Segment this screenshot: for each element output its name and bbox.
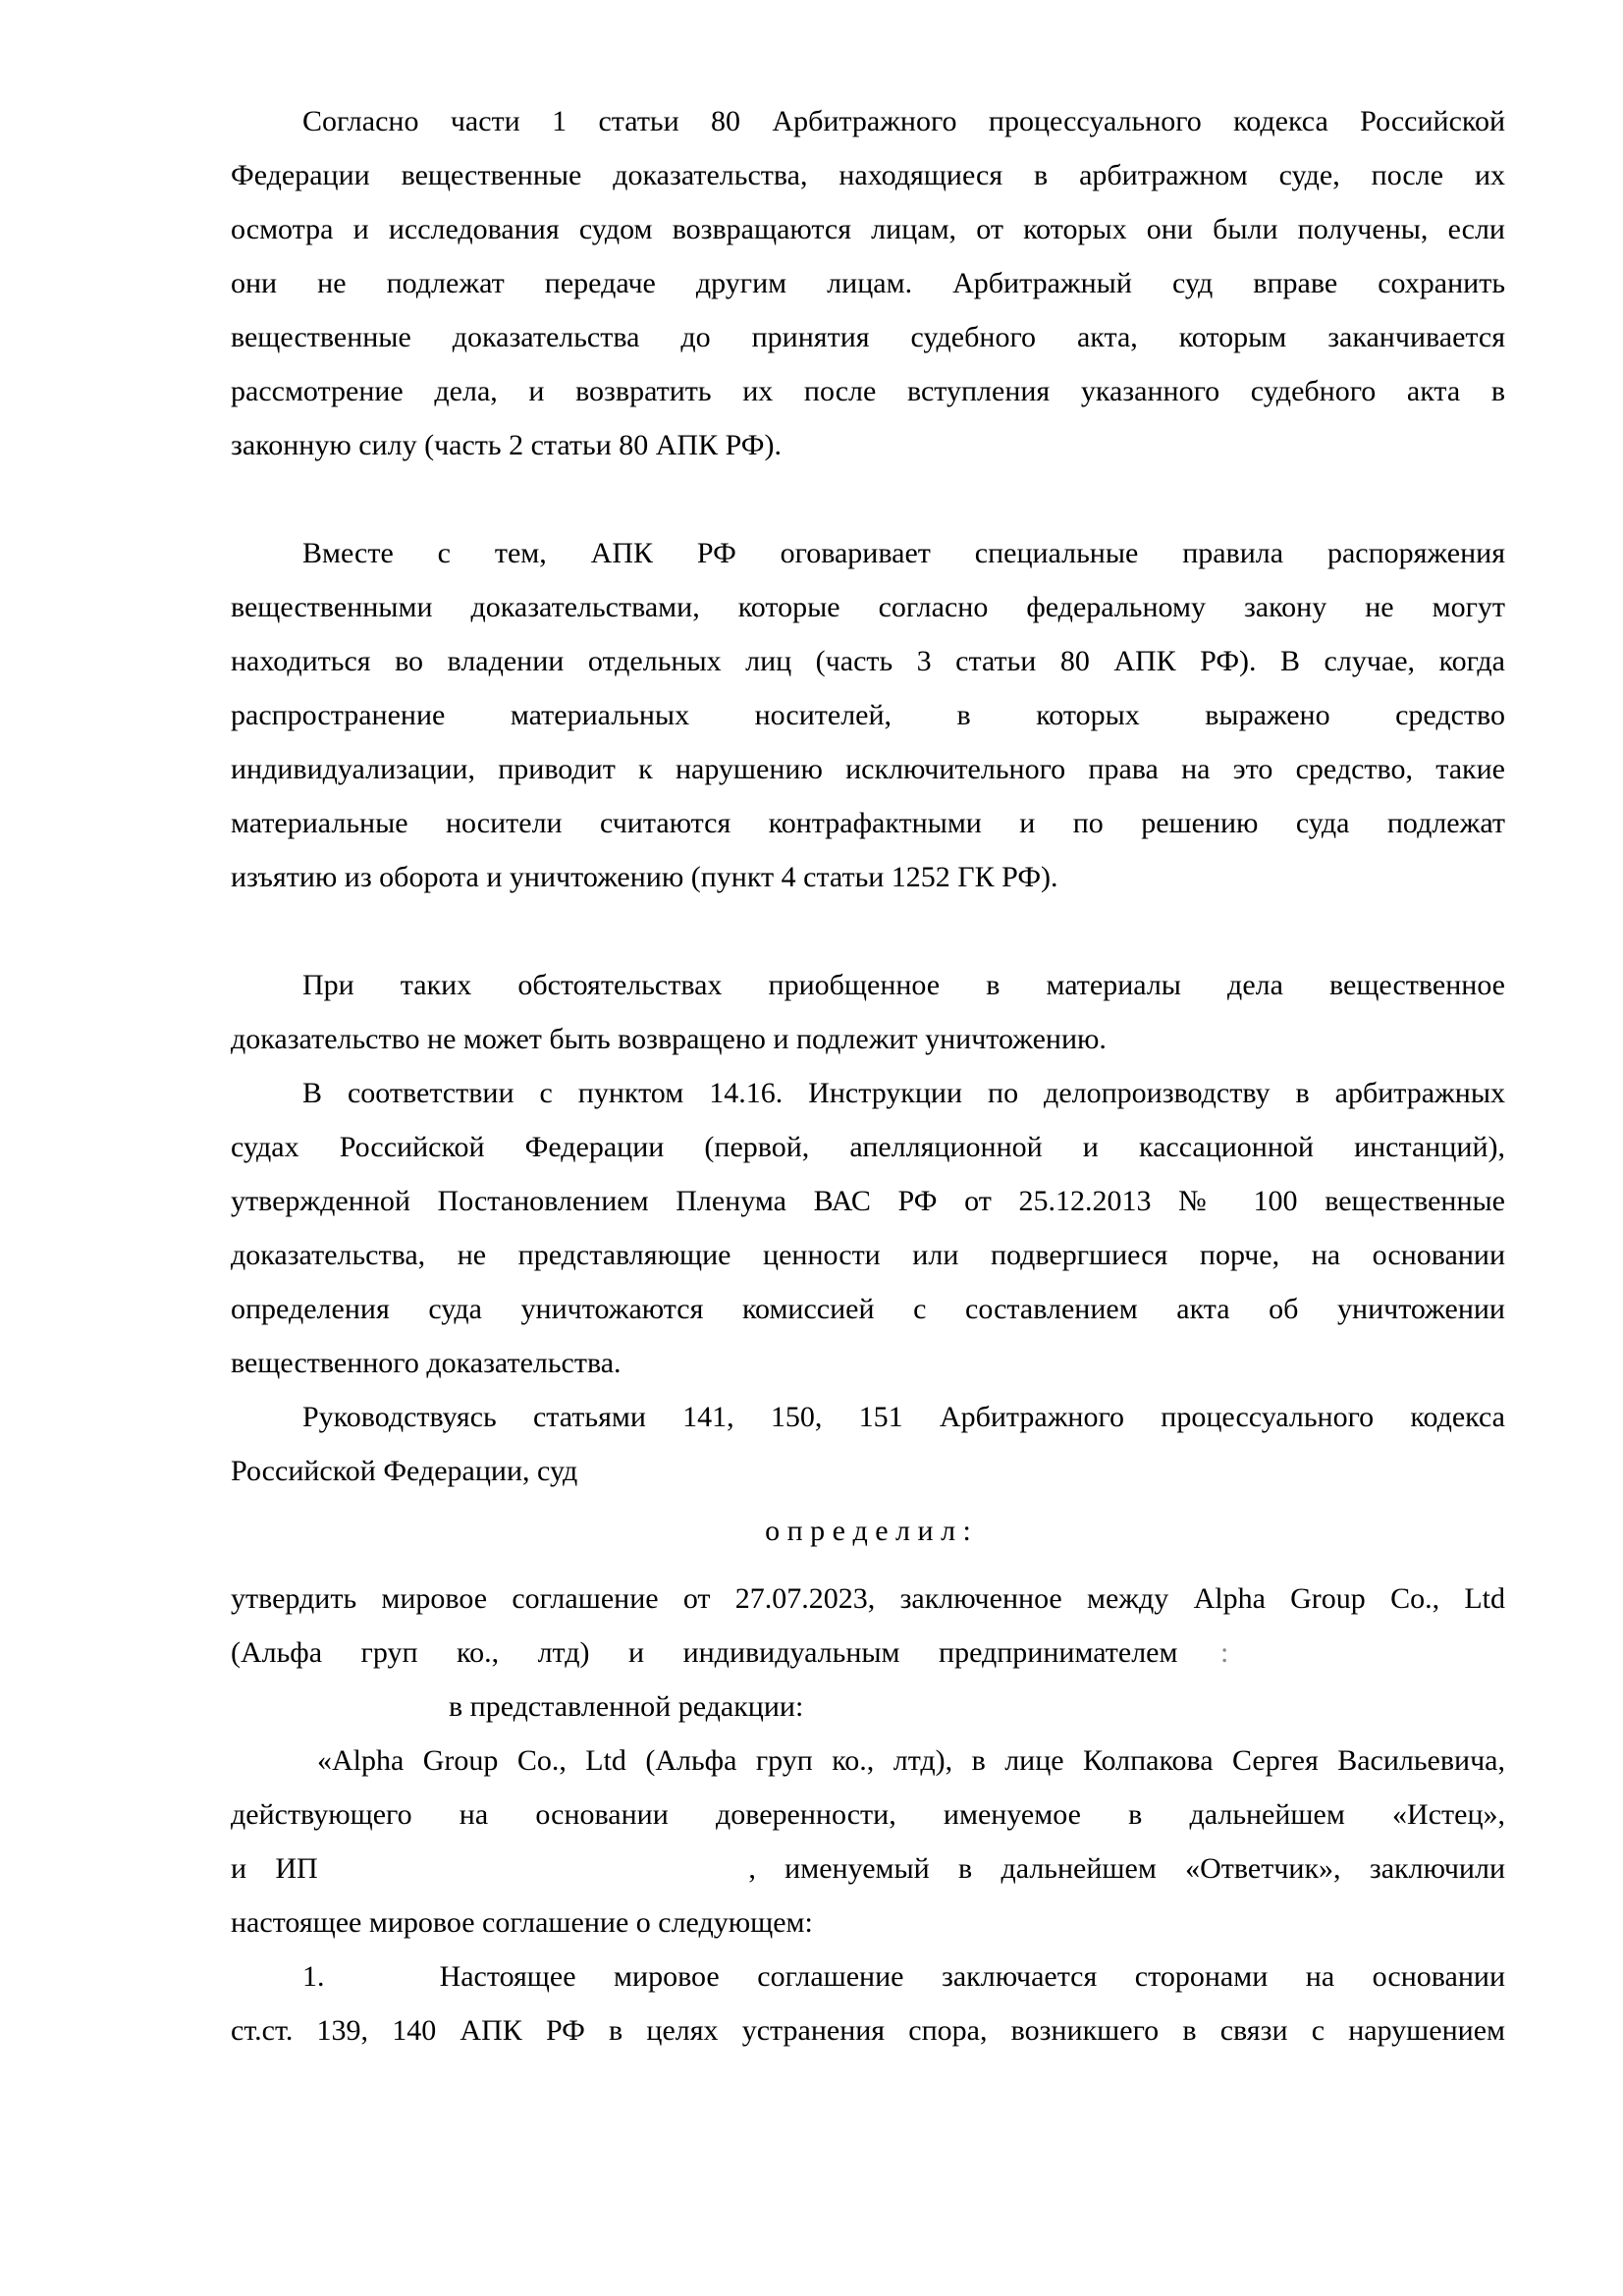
text-line: утвержденной Постановлением Пленума ВАС РФ от 25.12.2013 № 100 вещественные — [231, 1185, 1505, 1217]
text-line: находиться во владении отдельных лиц (часть 3 статьи 80 АПК РФ). В случае, когда — [231, 645, 1505, 677]
text-segment: , именуемый в дальнейшем «Ответчик», заключили — [748, 1852, 1505, 1885]
paragraph-guided-by-articles — [231, 1390, 1505, 1498]
text-line: индивидуализации, приводит к нарушению исключительного права на это средство, такие — [231, 753, 1505, 785]
text-line-numbered — [231, 1949, 1505, 2003]
text-line: ст.ст. 139, 140 АПК РФ в целях устранения спора, возникшего в связи с нарушением — [231, 2014, 1505, 2047]
paragraph-special-rules — [231, 526, 1505, 904]
paragraph-clause-1 — [231, 1949, 1505, 2057]
text-line: вещественного доказательства. — [231, 1347, 622, 1379]
text-line: вещественными доказательствами, которые согласно федеральному закону не могут — [231, 591, 1505, 623]
text-segment: и ИП — [231, 1852, 318, 1885]
text-line: действующего на основании доверенности, именуемое в дальнейшем «Истец», — [231, 1798, 1505, 1831]
blank-line — [231, 472, 1505, 526]
text-line: законную силу (часть 2 статьи 80 АПК РФ). — [231, 429, 782, 461]
text-segment: (Альфа груп ко., лтд) и индивидуальным предпринимателем — [231, 1636, 1178, 1669]
paragraph-approve-settlement — [231, 1572, 1505, 1734]
text-line: утвердить мировое соглашение от 27.07.2023, заключенное между Alpha Group Co., Ltd — [231, 1582, 1505, 1615]
text-line: определения суда уничтожаются комиссией с составлением акта об уничтожении — [231, 1293, 1505, 1325]
text-line: Федерации вещественные доказательства, находящиеся в арбитражном суде, после их — [231, 159, 1505, 191]
text-line: рассмотрение дела, и возвратить их после вступления указанного судебного акта в — [231, 375, 1505, 407]
text-line: Согласно части 1 статьи 80 Арбитражного процессуального кодекса Российской — [302, 105, 1505, 137]
blank-line — [231, 904, 1505, 958]
text-line: осмотра и исследования судом возвращаются лицам, от которых они были получены, если — [231, 213, 1505, 245]
text-line: Руководствуясь статьями 141, 150, 151 Арбитражного процессуального кодекса — [302, 1401, 1505, 1433]
text-line-with-redaction — [231, 1842, 1505, 1896]
text-line: настоящее мировое соглашение о следующем: — [231, 1906, 813, 1939]
text-line: материальные носители считаются контрафактными и по решению суда подлежат — [231, 807, 1505, 839]
redacted-name-blank — [347, 1877, 720, 1878]
paragraph-instruction-14-16 — [231, 1066, 1505, 1390]
paragraph-apk-article-80 — [231, 94, 1505, 472]
text-line-with-redaction — [231, 1626, 1505, 1680]
text-line: Российской Федерации, суд — [231, 1455, 578, 1487]
text-line: доказательство не может быть возвращено и подлежит уничтожению. — [231, 1023, 1107, 1055]
text-line: изъятию из оборота и уничтожению (пункт 4 статьи 1252 ГК РФ). — [231, 861, 1058, 893]
paragraph-settlement-parties — [231, 1734, 1505, 1949]
redaction-mark: : — [1220, 1636, 1229, 1669]
text-line: При таких обстоятельствах приобщенное в материалы дела вещественное — [302, 969, 1505, 1001]
paragraph-destruction-conclusion — [231, 958, 1505, 1066]
clause-number: 1. — [302, 1960, 325, 1993]
text-line: распространение материальных носителей, в которых выражено средство — [231, 699, 1505, 731]
tab-gap — [362, 1985, 402, 1986]
text-line: в представленной редакции: — [449, 1690, 804, 1723]
text-line: вещественные доказательства до принятия судебного акта, которым заканчивается — [231, 321, 1505, 353]
text-line: В соответствии с пунктом 14.16. Инструкции по делопроизводству в арбитражных — [302, 1077, 1505, 1109]
ruling-decree-line: о п р е д е л и л : — [765, 1515, 971, 1547]
text-line: судах Российской Федерации (первой, апелляционной и кассационной инстанций), — [231, 1131, 1505, 1163]
text-segment: Настоящее мировое соглашение заключается сторонами на основании — [439, 1960, 1505, 1993]
text-line: Вместе с тем, АПК РФ оговаривает специальные правила распоряжения — [302, 537, 1505, 569]
text-line: «Alpha Group Co., Ltd (Альфа груп ко., лтд), в лице Колпакова Сергея Васильевича, — [317, 1744, 1505, 1777]
text-line: доказательства, не представляющие ценности или подвергшиеся порче, на основании — [231, 1239, 1505, 1271]
text-line: они не подлежат передаче другим лицам. Арбитражный суд вправе сохранить — [231, 267, 1505, 299]
